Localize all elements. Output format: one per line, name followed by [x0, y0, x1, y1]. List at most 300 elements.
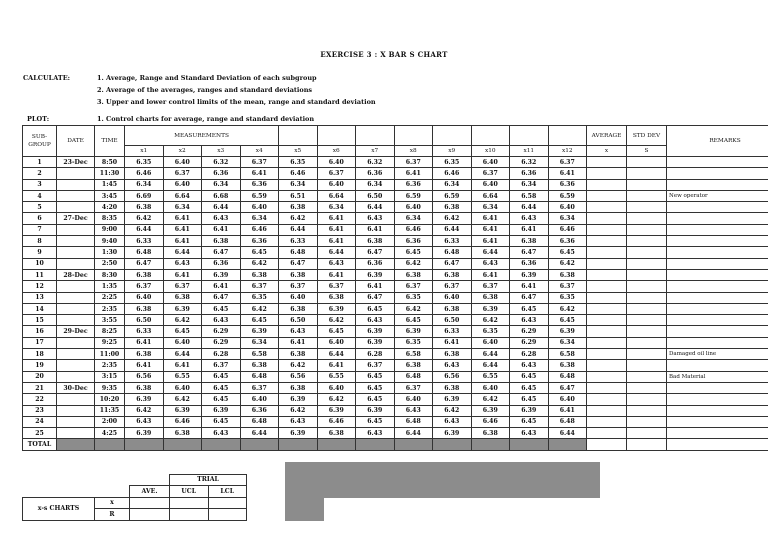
time-cell: 8:35: [95, 213, 125, 224]
time-cell: 1:45: [95, 179, 125, 190]
measurement-cell: 6.37: [240, 281, 279, 292]
measurement-cell: 6.68: [202, 190, 241, 201]
measurement-cell: 6.35: [279, 157, 318, 168]
measurement-cell: 6.55: [163, 371, 202, 382]
measurement-cell: 6.45: [317, 326, 356, 337]
average-cell: [587, 349, 627, 360]
measurement-cell: 6.39: [471, 405, 510, 416]
measurement-cell: 6.39: [433, 428, 472, 439]
measurement-cell: 6.64: [163, 190, 202, 201]
std-dev-cell: [627, 269, 667, 280]
table-row: [23, 405, 768, 416]
measurement-cell: 6.59: [394, 190, 433, 201]
measurement-cell: 6.38: [394, 360, 433, 371]
subgroup-number: 24: [23, 416, 57, 427]
date-cell: 29-Dec: [57, 326, 95, 337]
measurement-cell: 6.41: [163, 213, 202, 224]
measurement-cell: 6.40: [163, 382, 202, 393]
std-dev-cell: [627, 224, 667, 235]
measurement-cell: 6.45: [394, 247, 433, 258]
measurement-cell: 6.45: [240, 315, 279, 326]
average-cell: [587, 315, 627, 326]
measurement-cell: 6.48: [548, 416, 587, 427]
measurement-cell: 6.36: [510, 258, 549, 269]
measurement-cell: 6.46: [394, 224, 433, 235]
average-cell: [587, 360, 627, 371]
measurement-cell: 6.45: [548, 247, 587, 258]
measurement-cell: 6.36: [202, 258, 241, 269]
chart-section-label: x-s CHARTS: [23, 497, 95, 520]
average-cell: [587, 168, 627, 179]
subgroup-number: 19: [23, 360, 57, 371]
measurement-cell: 6.41: [202, 224, 241, 235]
measurement-cell: 6.45: [510, 382, 549, 393]
total-label: TOTAL: [23, 439, 57, 450]
subgroup-number: 14: [23, 303, 57, 314]
average-cell: [587, 190, 627, 201]
table-row: [23, 382, 768, 393]
measurement-cell: 6.55: [471, 371, 510, 382]
measurement-cell: 6.39: [471, 303, 510, 314]
measurement-cell: 6.42: [317, 315, 356, 326]
average-cell: [587, 371, 627, 382]
measurement-cell: 6.43: [433, 416, 472, 427]
measurement-cell: 6.41: [548, 405, 587, 416]
average-cell: [587, 382, 627, 393]
measurement-cell: 6.44: [394, 428, 433, 439]
measurement-cell: 6.41: [317, 224, 356, 235]
header-blank: [317, 126, 356, 146]
average-cell: [587, 292, 627, 303]
control-limits-table: [22, 462, 600, 521]
subgroup-number: 4: [23, 190, 57, 201]
measurement-cell: 6.39: [356, 337, 395, 348]
measurement-cell: 6.45: [202, 371, 241, 382]
measurement-cell: 6.47: [433, 258, 472, 269]
ave-label: AVE.: [130, 486, 170, 498]
std-dev-cell: [627, 326, 667, 337]
measurement-cell: 6.41: [510, 224, 549, 235]
measurement-cell: 6.39: [433, 394, 472, 405]
measurement-cell: 6.38: [240, 360, 279, 371]
measurement-cell: 6.44: [510, 202, 549, 213]
measurement-cell: 6.34: [433, 179, 472, 190]
total-cell: [202, 439, 241, 450]
measurement-cell: 6.45: [510, 371, 549, 382]
plot-label: PLOT:: [27, 115, 50, 123]
measurement-cell: 6.38: [125, 382, 164, 393]
measurement-cell: 6.41: [356, 224, 395, 235]
table-row: [23, 394, 768, 405]
ave-cell: [130, 497, 170, 509]
measurement-cell: 6.29: [510, 326, 549, 337]
measurement-cell: 6.38: [433, 269, 472, 280]
time-cell: 3:55: [95, 315, 125, 326]
measurement-cell: 6.41: [279, 337, 318, 348]
measurement-cell: 6.42: [317, 394, 356, 405]
measurement-cell: 6.40: [163, 179, 202, 190]
remarks-cell: [667, 405, 768, 416]
measurement-cell: 6.43: [163, 258, 202, 269]
std-dev-total-cell: [627, 439, 667, 450]
time-cell: 10:20: [95, 394, 125, 405]
date-cell: [57, 360, 95, 371]
time-cell: 2:00: [95, 416, 125, 427]
measurement-cell: 6.44: [163, 349, 202, 360]
measurement-cell: 6.41: [163, 224, 202, 235]
measurement-cell: 6.44: [548, 428, 587, 439]
table-row: [23, 247, 768, 258]
measurement-cell: 6.35: [240, 292, 279, 303]
measurement-cell: 6.37: [394, 281, 433, 292]
measurement-cell: 6.41: [471, 213, 510, 224]
measurement-cell: 6.59: [240, 190, 279, 201]
average-cell: [587, 394, 627, 405]
measurement-cell: 6.43: [125, 416, 164, 427]
date-cell: [57, 190, 95, 201]
std-dev-cell: [627, 405, 667, 416]
measurement-cell: 6.38: [433, 349, 472, 360]
measurement-cell: 6.43: [510, 315, 549, 326]
ucl-label: UCL: [170, 486, 209, 498]
measurement-cell: 6.46: [240, 224, 279, 235]
measurement-cell: 6.34: [202, 179, 241, 190]
measurement-cell: 6.34: [279, 179, 318, 190]
remarks-cell: [667, 360, 768, 371]
measurement-cell: 6.46: [471, 416, 510, 427]
measurement-cell: 6.41: [433, 337, 472, 348]
measurement-cell: 6.47: [510, 292, 549, 303]
remarks-cell: [667, 168, 768, 179]
subgroup-number: 20: [23, 371, 57, 382]
time-cell: 2:35: [95, 303, 125, 314]
remarks-cell: New operator: [667, 190, 768, 201]
measurement-cell: 6.41: [548, 168, 587, 179]
remarks-cell: [667, 394, 768, 405]
measurement-cell: 6.41: [125, 337, 164, 348]
subgroup-number: 15: [23, 315, 57, 326]
subgroup-number: 1: [23, 157, 57, 168]
measurement-cell: 6.44: [356, 202, 395, 213]
subgroup-number: 23: [23, 405, 57, 416]
measurement-table: [22, 125, 768, 451]
measurement-cell: 6.42: [433, 405, 472, 416]
subgroup-number: 16: [23, 326, 57, 337]
measurement-cell: 6.39: [125, 394, 164, 405]
date-cell: [57, 258, 95, 269]
measurement-cell: 6.47: [356, 247, 395, 258]
measurement-cell: 6.45: [356, 382, 395, 393]
measurement-cell: 6.48: [240, 416, 279, 427]
average-symbol: x: [587, 146, 627, 157]
measurement-cell: 6.42: [240, 258, 279, 269]
date-cell: [57, 371, 95, 382]
date-cell: [57, 236, 95, 247]
measurement-cell: 6.47: [202, 292, 241, 303]
measurement-cell: 6.38: [279, 303, 318, 314]
measurement-cell: 6.35: [548, 292, 587, 303]
date-cell: [57, 416, 95, 427]
header-blank: [471, 126, 510, 146]
total-cell: [548, 439, 587, 450]
measurement-cell: 6.38: [125, 349, 164, 360]
measurement-cell: 6.48: [394, 416, 433, 427]
remarks-cell: [667, 337, 768, 348]
std-dev-cell: [627, 315, 667, 326]
measurement-cell: 6.55: [317, 371, 356, 382]
table-row: [23, 168, 768, 179]
measurement-cell: 6.28: [510, 349, 549, 360]
measurement-cell: 6.38: [125, 269, 164, 280]
measurement-cell: 6.36: [548, 236, 587, 247]
chart-row-label: x: [95, 497, 130, 509]
table-row: [23, 303, 768, 314]
header-time: TIME: [95, 126, 125, 157]
measurement-cell: 6.43: [202, 315, 241, 326]
measurement-cell: 6.42: [394, 258, 433, 269]
remarks-cell: [667, 179, 768, 190]
measurement-cell: 6.35: [433, 157, 472, 168]
measurement-cell: 6.41: [317, 236, 356, 247]
date-cell: [57, 292, 95, 303]
measurement-cell: 6.39: [125, 428, 164, 439]
measurement-cell: 6.46: [433, 168, 472, 179]
measurement-cell: 6.42: [163, 315, 202, 326]
average-cell: [587, 236, 627, 247]
subgroup-number: 25: [23, 428, 57, 439]
measurement-cell: 6.36: [548, 179, 587, 190]
measurement-cell: 6.46: [317, 416, 356, 427]
measurement-cell: 6.41: [317, 360, 356, 371]
remarks-cell: [667, 236, 768, 247]
measurement-cell: 6.39: [548, 326, 587, 337]
remarks-cell: [667, 315, 768, 326]
average-cell: [587, 416, 627, 427]
table-row: [23, 236, 768, 247]
time-cell: 1:35: [95, 281, 125, 292]
measurement-cell: 6.38: [163, 292, 202, 303]
measurement-cell: 6.32: [510, 157, 549, 168]
measurement-cell: 6.42: [433, 213, 472, 224]
time-cell: 2:25: [95, 292, 125, 303]
measurement-col-header: x2: [163, 146, 202, 157]
date-cell: 28-Dec: [57, 269, 95, 280]
measurement-cell: 6.40: [548, 202, 587, 213]
measurement-cell: 6.39: [356, 326, 395, 337]
header-blank: [433, 126, 472, 146]
measurement-cell: 6.36: [510, 168, 549, 179]
subgroup-number: 6: [23, 213, 57, 224]
time-cell: 9:35: [95, 382, 125, 393]
measurement-cell: 6.34: [548, 337, 587, 348]
measurement-cell: 6.33: [125, 326, 164, 337]
table-row: [23, 281, 768, 292]
measurement-cell: 6.34: [471, 202, 510, 213]
date-cell: [57, 349, 95, 360]
measurement-cell: 6.41: [163, 236, 202, 247]
remarks-cell: [667, 281, 768, 292]
total-cell: [279, 439, 318, 450]
measurement-cell: 6.37: [548, 281, 587, 292]
measurement-cell: 6.41: [471, 236, 510, 247]
measurement-cell: 6.33: [433, 236, 472, 247]
average-cell: [587, 269, 627, 280]
measurement-cell: 6.42: [548, 303, 587, 314]
measurement-cell: 6.38: [548, 360, 587, 371]
measurement-cell: 6.35: [394, 337, 433, 348]
measurement-cell: 6.42: [471, 315, 510, 326]
std-dev-cell: [627, 303, 667, 314]
average-cell: [587, 281, 627, 292]
measurement-cell: 6.38: [202, 236, 241, 247]
measurement-cell: 6.43: [471, 258, 510, 269]
measurement-cell: 6.40: [317, 337, 356, 348]
measurement-cell: 6.44: [163, 247, 202, 258]
table-row: [23, 224, 768, 235]
table-row: [23, 179, 768, 190]
measurement-cell: 6.42: [279, 360, 318, 371]
measurement-cell: 6.50: [433, 315, 472, 326]
std-dev-cell: [627, 281, 667, 292]
measurement-cell: 6.51: [279, 190, 318, 201]
measurement-col-header: x7: [356, 146, 395, 157]
measurement-cell: 6.45: [510, 416, 549, 427]
measurement-cell: 6.37: [471, 168, 510, 179]
header-measurements: MEASUREMENTS: [125, 126, 279, 146]
measurement-cell: 6.45: [240, 247, 279, 258]
average-cell: [587, 157, 627, 168]
table-row: [23, 349, 768, 360]
measurement-cell: 6.47: [356, 292, 395, 303]
remarks-cell: [667, 428, 768, 439]
measurement-cell: 6.39: [317, 303, 356, 314]
measurement-cell: 6.50: [279, 315, 318, 326]
time-cell: 3:45: [95, 190, 125, 201]
ucl-cell: [170, 509, 209, 521]
measurement-cell: 6.40: [240, 202, 279, 213]
average-cell: [587, 224, 627, 235]
trial-label: TRIAL: [170, 474, 247, 486]
measurement-cell: 6.64: [317, 190, 356, 201]
measurement-cell: 6.59: [433, 190, 472, 201]
measurement-cell: 6.29: [202, 326, 241, 337]
measurement-cell: 6.44: [317, 349, 356, 360]
measurement-cell: 6.37: [471, 281, 510, 292]
measurement-cell: 6.28: [202, 349, 241, 360]
subgroup-number: 13: [23, 292, 57, 303]
std-dev-cell: [627, 168, 667, 179]
measurement-cell: 6.48: [394, 371, 433, 382]
measurement-cell: 6.42: [279, 405, 318, 416]
measurement-cell: 6.34: [240, 337, 279, 348]
measurement-cell: 6.44: [471, 247, 510, 258]
measurement-cell: 6.44: [471, 349, 510, 360]
subgroup-number: 8: [23, 236, 57, 247]
measurement-cell: 6.42: [548, 258, 587, 269]
measurement-cell: 6.47: [202, 247, 241, 258]
measurement-cell: 6.43: [279, 326, 318, 337]
measurement-cell: 6.48: [279, 247, 318, 258]
date-cell: [57, 428, 95, 439]
header-blank: [394, 126, 433, 146]
header-blank: [510, 126, 549, 146]
measurement-cell: 6.36: [394, 179, 433, 190]
measurement-cell: 6.69: [125, 190, 164, 201]
measurement-cell: 6.43: [356, 315, 395, 326]
table-row: [23, 326, 768, 337]
measurement-cell: 6.38: [317, 292, 356, 303]
measurement-cell: 6.37: [125, 281, 164, 292]
measurement-cell: 6.39: [356, 405, 395, 416]
measurement-cell: 6.56: [279, 371, 318, 382]
measurement-cell: 6.38: [433, 382, 472, 393]
measurement-cell: 6.42: [125, 405, 164, 416]
table-row: [23, 337, 768, 348]
measurement-cell: 6.45: [202, 303, 241, 314]
measurement-cell: 6.38: [125, 303, 164, 314]
measurement-cell: 6.50: [125, 315, 164, 326]
measurement-col-header: x12: [548, 146, 587, 157]
date-cell: [57, 247, 95, 258]
average-cell: [587, 326, 627, 337]
measurement-cell: 6.47: [510, 247, 549, 258]
lcl-cell: [208, 497, 247, 509]
remarks-cell: [667, 292, 768, 303]
measurement-cell: 6.41: [202, 281, 241, 292]
measurement-cell: 6.46: [548, 224, 587, 235]
measurement-cell: 6.58: [510, 190, 549, 201]
measurement-cell: 6.44: [317, 247, 356, 258]
measurement-cell: 6.43: [317, 258, 356, 269]
time-cell: 8:50: [95, 157, 125, 168]
time-cell: 3:15: [95, 371, 125, 382]
table-row: [23, 258, 768, 269]
date-cell: 30-Dec: [57, 382, 95, 393]
measurement-cell: 6.45: [394, 315, 433, 326]
measurement-cell: 6.48: [433, 247, 472, 258]
table-row: [23, 269, 768, 280]
std-dev-cell: [627, 190, 667, 201]
average-cell: [587, 247, 627, 258]
measurement-cell: 6.41: [125, 360, 164, 371]
date-cell: [57, 168, 95, 179]
measurement-cell: 6.37: [433, 281, 472, 292]
measurement-cell: 6.40: [471, 382, 510, 393]
subgroup-number: 3: [23, 179, 57, 190]
std-dev-cell: [627, 416, 667, 427]
time-cell: 2:35: [95, 360, 125, 371]
total-cell: [356, 439, 395, 450]
time-cell: 1:30: [95, 247, 125, 258]
table-row: [23, 213, 768, 224]
measurement-cell: 6.38: [356, 236, 395, 247]
measurement-cell: 6.38: [163, 428, 202, 439]
time-cell: 9:40: [95, 236, 125, 247]
measurement-col-header: x8: [394, 146, 433, 157]
time-cell: 11:35: [95, 405, 125, 416]
measurement-cell: 6.29: [202, 337, 241, 348]
measurement-cell: 6.38: [433, 303, 472, 314]
measurement-col-header: x11: [510, 146, 549, 157]
measurement-cell: 6.43: [356, 428, 395, 439]
measurement-cell: 6.29: [510, 337, 549, 348]
average-total-cell: [587, 439, 627, 450]
measurement-cell: 6.35: [471, 326, 510, 337]
table-row: [23, 360, 768, 371]
measurement-cell: 6.37: [394, 157, 433, 168]
measurement-cell: 6.43: [202, 428, 241, 439]
measurement-cell: 6.39: [279, 428, 318, 439]
